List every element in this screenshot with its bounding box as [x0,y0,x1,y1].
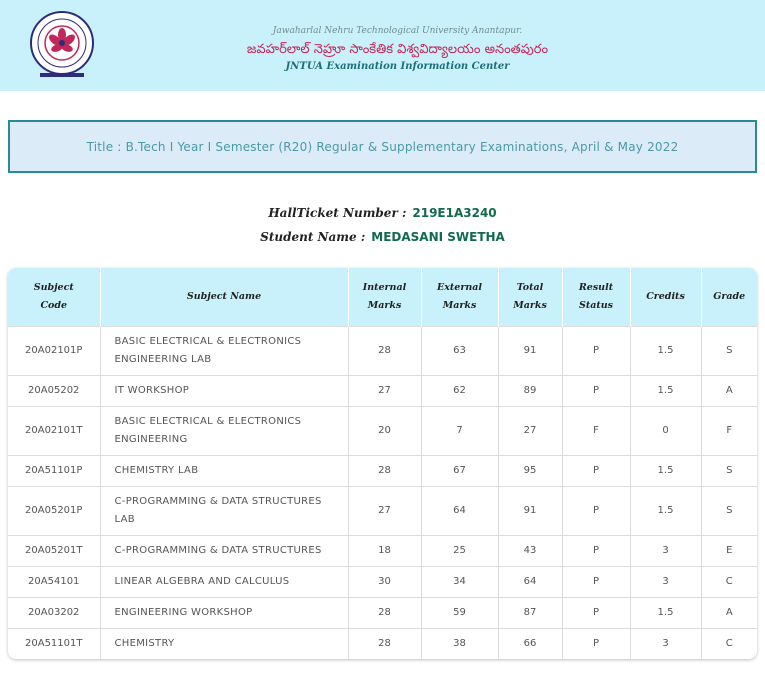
cell-credits: 3 [630,629,701,660]
cell-internal: 27 [348,487,421,536]
cell-grade: E [701,536,757,567]
cell-result: P [562,629,630,660]
cell-credits: 1.5 [630,376,701,407]
exam-centre-name: JNTUA Examination Information Center [285,61,510,72]
cell-name: LINEAR ALGEBRA AND CALCULUS [100,567,348,598]
cell-result: P [562,376,630,407]
cell-name: C-PROGRAMMING & DATA STRUCTURES LAB [100,487,348,536]
cell-grade: A [701,376,757,407]
cell-external: 25 [421,536,498,567]
university-name-telugu: జవహర్‌లాల్ నెహ్రూ సాంకేతిక విశ్వవిద్యాలయం అనంతపురం [246,42,549,57]
cell-name: C-PROGRAMMING & DATA STRUCTURES [100,536,348,567]
cell-internal: 28 [348,598,421,629]
cell-grade: F [701,407,757,456]
exam-title-box [8,120,757,173]
university-name-english: Jawaharlal Nehru Technological University Anantapur. [272,26,523,36]
cell-internal: 28 [348,456,421,487]
cell-code: 20A51101P [8,456,100,487]
header-internal-marks: Internal Marks [348,268,421,327]
cell-external: 38 [421,629,498,660]
cell-internal: 28 [348,629,421,660]
header-external-marks: External Marks [421,268,498,327]
table-row [8,598,757,629]
table-row [8,487,757,536]
header-subject-code: Subject Code [8,268,100,327]
cell-name: BASIC ELECTRICAL & ELECTRONICS ENGINEERING [100,407,348,456]
cell-grade: C [701,629,757,660]
results-table [8,268,757,659]
table-row [8,456,757,487]
cell-grade: S [701,487,757,536]
cell-total: 43 [498,536,562,567]
cell-result: P [562,598,630,629]
cell-internal: 20 [348,407,421,456]
hallticket-line [0,206,765,220]
cell-external: 34 [421,567,498,598]
cell-total: 27 [498,407,562,456]
cell-name: CHEMISTRY LAB [100,456,348,487]
results-table-container [8,268,757,659]
cell-total: 89 [498,376,562,407]
cell-result: P [562,327,630,376]
cell-total: 87 [498,598,562,629]
student-name-label: Student Name : [260,230,366,244]
cell-external: 7 [421,407,498,456]
cell-internal: 30 [348,567,421,598]
header-result-status: Result Status [562,268,630,327]
cell-result: P [562,536,630,567]
cell-external: 67 [421,456,498,487]
table-row [8,407,757,456]
page-header [0,0,765,91]
cell-code: 20A03202 [8,598,100,629]
cell-code: 20A51101T [8,629,100,660]
cell-external: 59 [421,598,498,629]
cell-credits: 1.5 [630,487,701,536]
cell-total: 66 [498,629,562,660]
table-row [8,629,757,660]
cell-name: CHEMISTRY [100,629,348,660]
hallticket-label: HallTicket Number : [268,206,407,220]
header-grade: Grade [701,268,757,327]
cell-total: 64 [498,567,562,598]
cell-credits: 1.5 [630,456,701,487]
table-row [8,376,757,407]
cell-credits: 3 [630,536,701,567]
cell-code: 20A05202 [8,376,100,407]
cell-credits: 0 [630,407,701,456]
table-row [8,567,757,598]
header-total-marks: Total Marks [498,268,562,327]
cell-result: P [562,456,630,487]
cell-result: F [562,407,630,456]
student-name-value: MEDASANI SWETHA [371,230,505,244]
table-header-row [8,268,757,327]
cell-name: ENGINEERING WORKSHOP [100,598,348,629]
table-row [8,327,757,376]
cell-external: 63 [421,327,498,376]
cell-code: 20A54101 [8,567,100,598]
cell-internal: 28 [348,327,421,376]
exam-title: Title : B.Tech I Year I Semester (R20) Regular & Supplementary Examinations, April & May 2022 [86,139,679,154]
cell-total: 95 [498,456,562,487]
cell-internal: 27 [348,376,421,407]
cell-name: BASIC ELECTRICAL & ELECTRONICS ENGINEERING LAB [100,327,348,376]
cell-grade: S [701,456,757,487]
cell-credits: 3 [630,567,701,598]
cell-credits: 1.5 [630,598,701,629]
header-credits: Credits [630,268,701,327]
header-subject-name: Subject Name [100,268,348,327]
cell-grade: S [701,327,757,376]
cell-external: 62 [421,376,498,407]
table-row [8,536,757,567]
cell-name: IT WORKSHOP [100,376,348,407]
cell-credits: 1.5 [630,327,701,376]
cell-grade: C [701,567,757,598]
cell-result: P [562,567,630,598]
cell-total: 91 [498,327,562,376]
cell-grade: A [701,598,757,629]
cell-total: 91 [498,487,562,536]
cell-code: 20A02101P [8,327,100,376]
cell-external: 64 [421,487,498,536]
cell-internal: 18 [348,536,421,567]
cell-result: P [562,487,630,536]
hallticket-value: 219E1A3240 [412,206,497,220]
cell-code: 20A05201P [8,487,100,536]
cell-code: 20A05201T [8,536,100,567]
student-name-line [0,230,765,244]
cell-code: 20A02101T [8,407,100,456]
